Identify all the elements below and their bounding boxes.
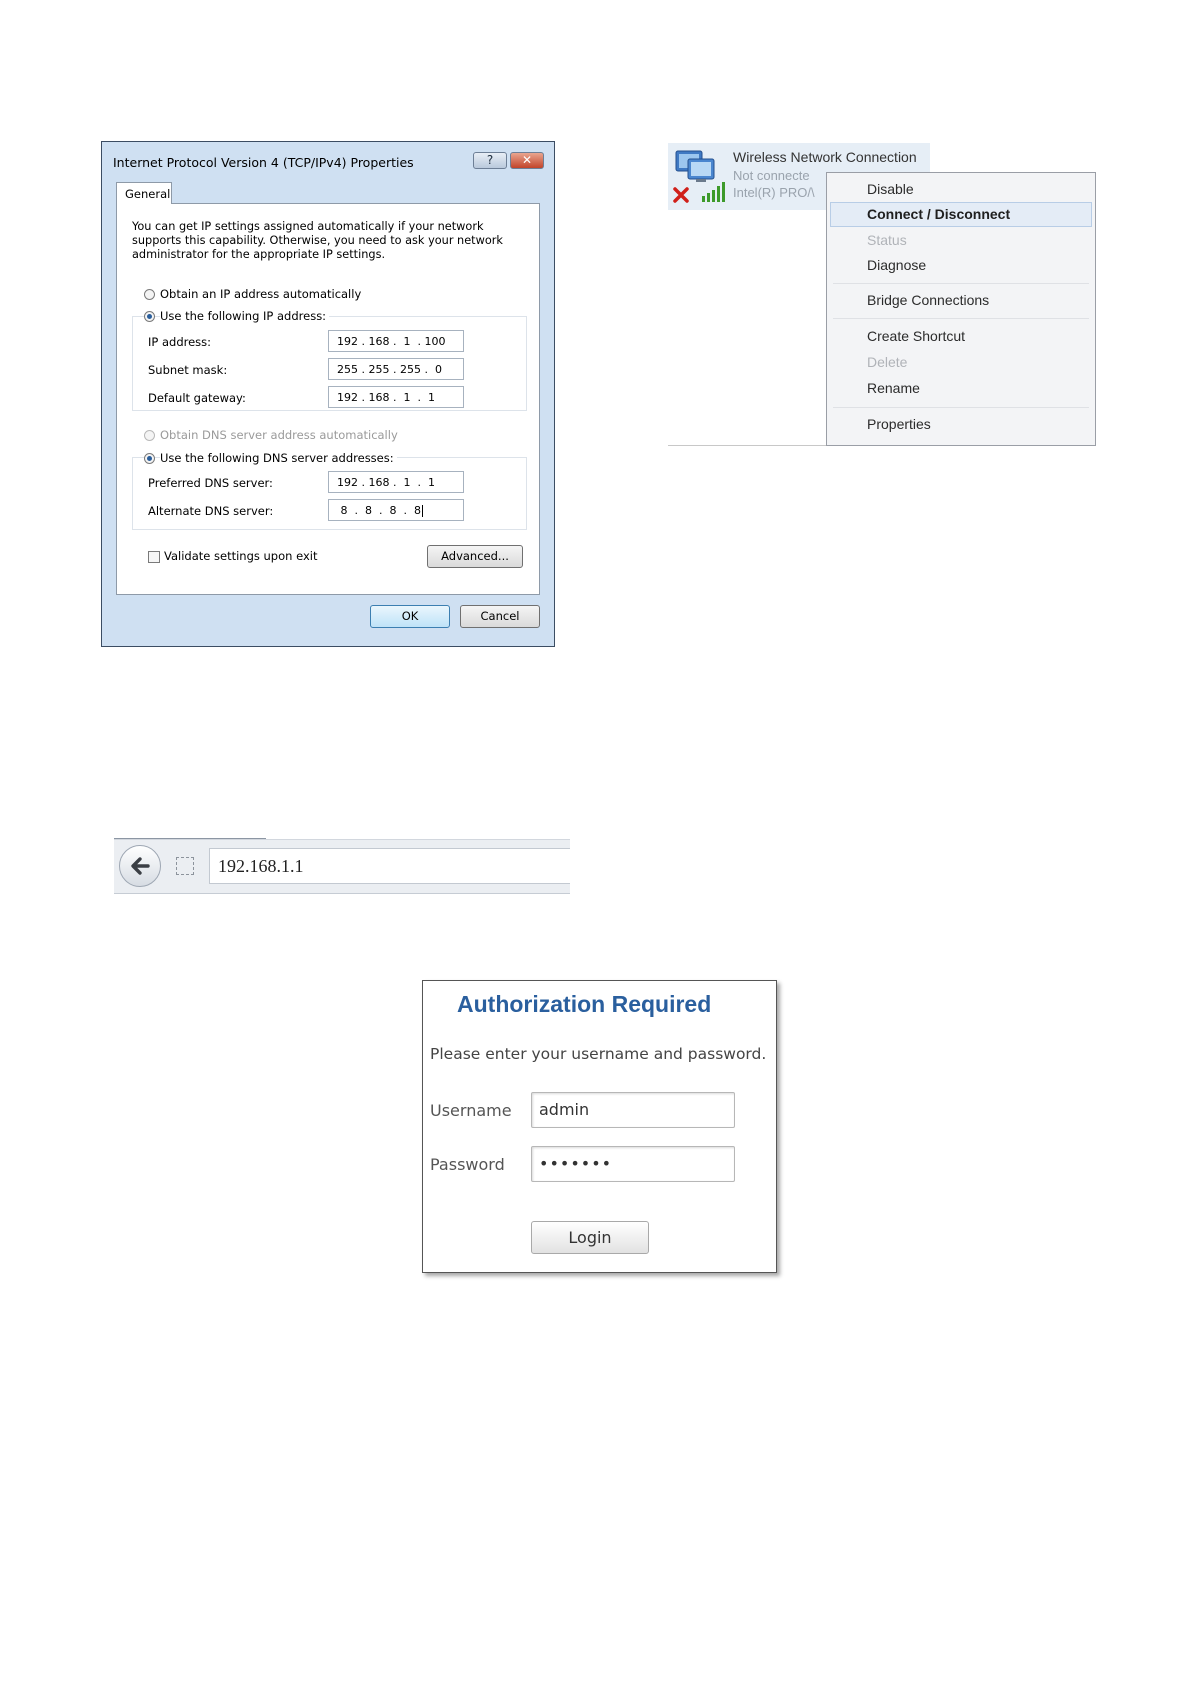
authorization-panel: [422, 980, 777, 1273]
menu-separator: [833, 283, 1089, 284]
help-button[interactable]: ?: [473, 152, 507, 169]
url-text: 192.168.1.1: [218, 856, 304, 876]
validate-label[interactable]: Validate settings upon exit: [164, 549, 318, 563]
dns-auto-radio[interactable]: [144, 430, 155, 441]
ok-button[interactable]: OK: [370, 605, 450, 628]
subnet-mask-label: Subnet mask:: [148, 363, 228, 377]
menu-item-disable[interactable]: Disable: [867, 181, 914, 197]
preferred-dns-field[interactable]: 192 . 168 . 1 . 1: [328, 471, 464, 493]
ip-address-field[interactable]: 192 . 168 . 1 . 100: [328, 330, 464, 352]
back-button[interactable]: [119, 845, 161, 887]
username-field[interactable]: admin: [531, 1092, 735, 1128]
menu-item-diagnose[interactable]: Diagnose: [867, 257, 927, 273]
default-gateway-label: Default gateway:: [148, 391, 246, 405]
menu-item-status: Status: [867, 232, 907, 248]
ip-manual-label[interactable]: Use the following IP address:: [160, 309, 329, 323]
menu-item-delete: Delete: [867, 354, 908, 370]
auth-title: Authorization Required: [457, 991, 712, 1017]
username-label: Username: [430, 1101, 512, 1120]
signal-bars-icon: [701, 181, 727, 203]
dns-manual-label[interactable]: Use the following DNS server addresses:: [160, 451, 397, 465]
menu-item-bridge-connections[interactable]: Bridge Connections: [867, 292, 990, 308]
tcp-ipv4-properties-dialog: [101, 141, 555, 647]
ip-address-label: IP address:: [148, 335, 212, 349]
browser-address-bar: [114, 838, 570, 896]
validate-checkbox[interactable]: [148, 551, 160, 563]
url-field[interactable]: [209, 848, 570, 884]
alternate-dns-value: 8 . 8 . 8 . 8: [337, 504, 421, 517]
menu-item-properties[interactable]: Properties: [867, 416, 931, 432]
page-icon: [176, 857, 194, 875]
ip-auto-label[interactable]: Obtain an IP address automatically: [160, 287, 362, 301]
dns-manual-radio[interactable]: [144, 453, 155, 464]
advanced-button[interactable]: Advanced...: [427, 545, 523, 568]
default-gateway-field[interactable]: 192 . 168 . 1 . 1: [328, 386, 464, 408]
network-connections-panel: [668, 140, 1096, 446]
adapter-name: Intel(R) PRO/\: [733, 185, 815, 200]
ip-auto-radio[interactable]: [144, 289, 155, 300]
menu-separator: [833, 318, 1089, 319]
cancel-button[interactable]: Cancel: [460, 605, 540, 628]
password-label: Password: [430, 1155, 505, 1174]
connection-status: Not connecte: [733, 168, 810, 183]
auth-subtitle: Please enter your username and password.: [430, 1045, 767, 1063]
close-button[interactable]: ✕: [510, 152, 544, 169]
password-field[interactable]: •••••••: [531, 1146, 735, 1182]
dns-auto-label: Obtain DNS server address automatically: [160, 428, 398, 442]
alternate-dns-field[interactable]: [328, 499, 464, 521]
text-caret: [422, 505, 423, 517]
preferred-dns-label: Preferred DNS server:: [148, 476, 273, 490]
menu-separator: [833, 407, 1089, 408]
ip-manual-radio[interactable]: [144, 311, 155, 322]
alternate-dns-label: Alternate DNS server:: [148, 504, 274, 518]
back-arrow-icon: [128, 854, 152, 878]
login-button[interactable]: Login: [531, 1221, 649, 1254]
intro-text: You can get IP settings assigned automatically if your network supports this capability. Otherwise, you need to ask your network administrator for the appropriate IP settings.: [132, 220, 503, 261]
panel-divider: [668, 445, 828, 446]
tab-general[interactable]: General: [116, 182, 172, 204]
general-tab-panel: [116, 203, 540, 595]
menu-item-rename[interactable]: Rename: [867, 380, 920, 396]
dialog-title: Internet Protocol Version 4 (TCP/IPv4) Properties: [113, 155, 414, 170]
menu-item-connect-disconnect[interactable]: Connect / Disconnect: [867, 206, 1011, 222]
disconnected-x-icon: [672, 186, 690, 204]
subnet-mask-field[interactable]: 255 . 255 . 255 . 0: [328, 358, 464, 380]
menu-item-create-shortcut[interactable]: Create Shortcut: [867, 328, 966, 344]
context-menu: [826, 172, 1096, 446]
connection-name: Wireless Network Connection: [733, 149, 917, 165]
